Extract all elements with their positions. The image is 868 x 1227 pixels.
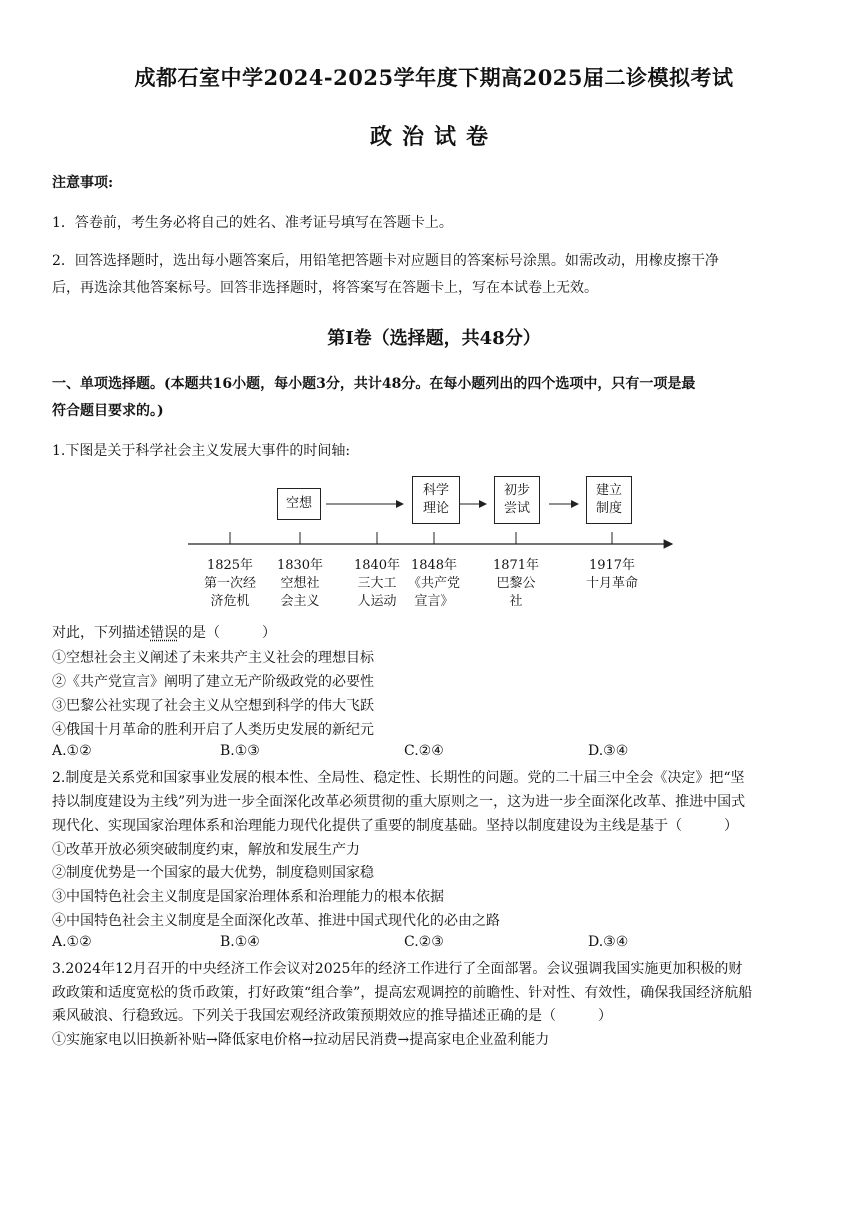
q2-statement-4: ④中国特色社会主义制度是全面深化改革、推进中国式现代化的必由之路 — [52, 913, 500, 929]
q1-question-prefix: 对此，下列描述 — [52, 625, 150, 641]
option-a[interactable]: A.①② — [52, 934, 92, 950]
notice-item-2-line-2: 后，再选涂其他答案标号。回答非选择题时，将答案写在答题卡上，写在本试卷上无效。 — [52, 280, 598, 296]
stage-box-label: 初步尝试 — [503, 483, 530, 516]
option-b[interactable]: B.①③ — [220, 743, 260, 759]
q2-line-1: 2.制度是关系党和国家事业发展的根本性、全局性、稳定性、长期性的问题。党的二十届三中全会《决定》把“坚 — [52, 770, 745, 786]
q2-statement-2: ②制度优势是一个国家的最大优势，制度稳则国家稳 — [52, 865, 374, 881]
q2-statement-1: ①改革开放必须突破制度约束，解放和发展生产力 — [52, 842, 360, 858]
stage-box-label: 科学理论 — [422, 483, 449, 516]
event-label-line: 会主义 — [280, 594, 320, 609]
event-label-line: 巴黎公 — [496, 576, 536, 591]
option-c[interactable]: C.②③ — [404, 934, 444, 950]
stage-box-utopia: 空想 — [277, 488, 321, 520]
event-label-line: 十月革命 — [585, 576, 638, 591]
stage-box-initial-attempt — [494, 476, 540, 524]
q3-line-3: 乘风破浪、行稳致远。下列关于我国宏观经济政策预期效应的推导描述正确的是（ ） — [52, 1008, 612, 1024]
q1-statement-1: ①空想社会主义阐述了未来共产主义社会的理想目标 — [52, 650, 374, 666]
event-year: 1917年 — [588, 558, 636, 573]
timeline-event-1830 — [268, 557, 332, 611]
stage-box-system-established — [586, 476, 632, 524]
q1-stem: 1.下图是关于科学社会主义发展大事件的时间轴: — [52, 443, 351, 459]
q1-statement-3: ③巴黎公社实现了社会主义从空想到科学的伟大飞跃 — [52, 698, 374, 714]
event-label-line: 济危机 — [210, 594, 250, 609]
event-label-line: 空想社 — [280, 576, 320, 591]
timeline-event-1917 — [580, 557, 644, 593]
event-year: 1871年 — [492, 558, 540, 573]
event-year: 1830年 — [276, 558, 324, 573]
subject-title: 政治试卷 — [369, 124, 498, 150]
event-label-line: 《共产党 — [407, 576, 460, 591]
option-d[interactable]: D.③④ — [588, 743, 629, 759]
q1-question-emphasis: 错误 — [150, 625, 178, 641]
event-year: 1848年 — [410, 558, 458, 573]
section-instruction-line-1: 一、单项选择题。(本题共16小题，每小题3分，共计48分。在每小题列出的四个选项中，只有一项是最 — [52, 376, 696, 392]
event-label-line: 宣言》 — [414, 594, 454, 609]
exam-title: 成都石室中学2024-2025学年度下期高2025届二诊模拟考试 — [134, 65, 734, 90]
event-label-line: 社 — [509, 594, 523, 609]
q3-statement-1: ①实施家电以旧换新补贴→降低家电价格→拉动居民消费→提高家电企业盈利能力 — [52, 1032, 550, 1048]
q2-line-2: 持以制度建设为主线”列为进一步全面深化改革必须贯彻的重大原则之一，这为进一步全面深化改革、推进中国式 — [52, 794, 746, 810]
q2-statement-3: ③中国特色社会主义制度是国家治理体系和治理能力的根本依据 — [52, 889, 444, 905]
q1-statement-2: ②《共产党宣言》阐明了建立无产阶级政党的必要性 — [52, 674, 374, 690]
q3-line-2: 政政策和适度宽松的货币政策，打好政策“组合拳”，提高宏观调控的前瞻性、针对性、有效性，确保我国经济航船 — [52, 985, 753, 1001]
q3-line-1: 3.2024年12月召开的中央经济工作会议对2025年的经济工作进行了全面部署。会议强调我国实施更加积极的财 — [52, 961, 743, 977]
timeline-event-1840 — [345, 557, 409, 611]
option-d[interactable]: D.③④ — [588, 934, 629, 950]
option-a[interactable]: A.①② — [52, 743, 92, 759]
event-label-line: 三大工 — [357, 576, 397, 591]
event-year: 1825年 — [206, 558, 254, 573]
option-b[interactable]: B.①④ — [220, 934, 260, 950]
q1-question — [52, 622, 827, 642]
stage-box-scientific-theory — [412, 476, 460, 524]
timeline-event-1848 — [402, 557, 466, 611]
notice-heading: 注意事项: — [52, 175, 114, 191]
event-label-line: 人运动 — [357, 594, 397, 609]
q1-question-suffix: 的是（ ） — [178, 625, 276, 641]
timeline-event-1825 — [198, 557, 262, 611]
option-c[interactable]: C.②④ — [404, 743, 444, 759]
timeline-event-1871 — [484, 557, 548, 611]
section-instruction-line-2: 符合题目要求的。) — [52, 403, 164, 419]
section-title: 第Ⅰ卷（选择题，共48分） — [327, 328, 541, 349]
notice-item-1: 1．答卷前，考生务必将自己的姓名、准考证号填写在答题卡上。 — [52, 215, 453, 231]
stage-box-label: 建立制度 — [595, 483, 622, 516]
event-label-line: 第一次经 — [203, 576, 256, 591]
q2-line-3: 现代化、实现国家治理体系和治理能力现代化提供了重要的制度基础。坚持以制度建设为主线是基于（ ） — [52, 818, 738, 834]
q1-statement-4: ④俄国十月革命的胜利开启了人类历史发展的新纪元 — [52, 722, 374, 738]
notice-item-2-line-1: 2．回答选择题时，选出每小题答案后，用铅笔把答题卡对应题目的答案标号涂黑。如需改动，用橡皮擦干净 — [52, 253, 719, 269]
event-year: 1840年 — [353, 558, 401, 573]
